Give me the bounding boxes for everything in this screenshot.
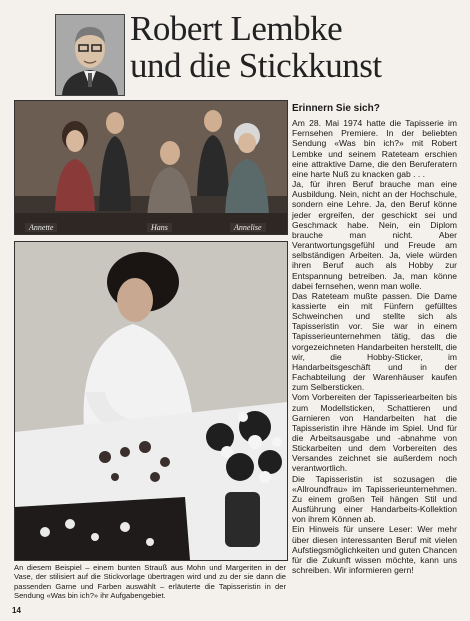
article-paragraph: Am 28. Mai 1974 hatte die Tapisserie im Fernsehen Premiere. In der beliebten Sendung «Was bin ich?» mit Robert Lembke und seinem Rateteam erschien eine attraktive Dame, die den Beruferatern eine harte Nuß zu knacken gab . . . <box>292 118 457 179</box>
article-paragraph: Vom Vorbereiten der Tapisseriearbeiten bis zum Modellsticken, Schattieren und Garnieren von Handarbeiten hat die Tapisseristin ihre Hände im Spiel. Und für die Arbeitsausgabe und -abnahme von Stickarbeiten und dem Vorbereiten des Versandes zeichnet sie außerdem noch verantwortlich. <box>292 392 457 474</box>
article-column <box>292 104 457 575</box>
article-paragraph: Die Tapisseristin ist sozusagen die «Allroundfrau» im Tapisserieunternehmen. Zu einem großen Teil hängen Stil und Ausführung einer Handarbeits-Kollektion von ihrem Können ab. <box>292 473 457 525</box>
nameplate-2: Hans <box>147 223 172 232</box>
embroidery-photo <box>14 241 288 561</box>
nameplate-3: Annelise <box>230 223 266 232</box>
page-number: 14 <box>12 606 21 615</box>
photo-caption: An diesem Beispiel – einem bunten Strauß aus Mohn und Margeriten in der Vase, der stilisiert auf die Stickvorlage übertragen wird und zu der sie dann die passenden Garne und Farben auswählt – erläuterte die Tapisseristin in der Sendung «Was bin ich?» ihr Aufgabengebiet. <box>14 563 286 600</box>
article-paragraph: Das Rateteam mußte passen. Die Dame kassierte ein mit Fünfern gefülltes Schweinchen und stellte sich als Tapisseristin vor. Sie war in einem Tapisserieunternehmen tätig, das die vorgezeichneten Handarbeiten herstellt, die wir, die Hobby-Sticker, im Handarbeitsgeschäft und in der Fachabteilung der Warenhäuser kaufen zum Selbersticken. <box>292 290 457 393</box>
nameplate-1: Annette <box>25 223 57 232</box>
portrait-photo <box>55 14 125 96</box>
title-line-1: Robert Lembke <box>130 9 343 48</box>
page-title <box>130 10 465 84</box>
article-heading: Erinnern Sie sich? <box>292 103 380 114</box>
team-photo <box>14 100 288 235</box>
title-line-2: und die Stickkunst <box>130 46 382 85</box>
article-paragraph: Ein Hinweis für unsere Leser: Wer mehr über diesen interessanten Beruf mit vielen Aufstiegsmöglichkeiten und guten Chancen für die Zukunft wissen möchte, kann uns schreiben. Wir informieren gern! <box>292 524 457 576</box>
article-paragraph: Ja, für ihren Beruf brauche man eine Ausbildung. Nein, nicht an der Hochschule, sondern eine Lehre. Ja, den Beruf könne jeder ergreifen, der geschickt sei und Geschmack habe. Nein, ein Diplom brauche man nicht. Aber Verantwortungsgefühl und Freude am selbständigen Arbeiten. Ja, viele würden ihren Beruf auch als Hobby zur Entspannung betreiben. Ja, man könne dabei fernsehen, wenn man wolle. <box>292 179 457 291</box>
